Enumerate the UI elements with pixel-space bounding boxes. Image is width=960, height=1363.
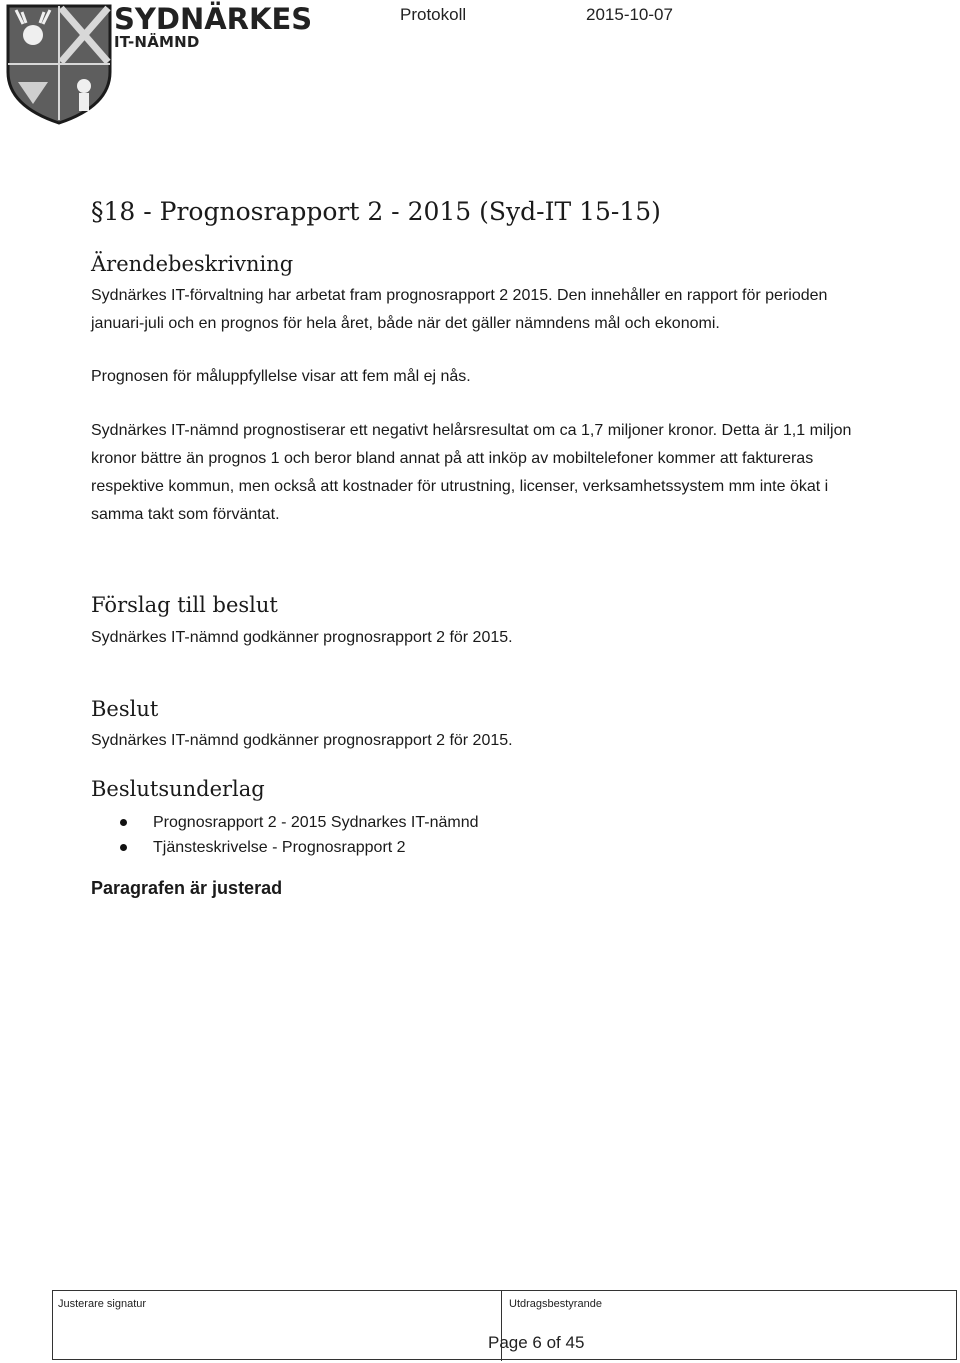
org-subtitle: IT-NÄMND — [114, 33, 200, 51]
section-title: §18 - Prognosrapport 2 - 2015 (Syd-IT 15-15) — [91, 197, 661, 226]
page-number: Page 6 of 45 — [488, 1333, 585, 1352]
coat-of-arms-logo — [4, 2, 114, 126]
paragraph-description: Sydnärkes IT-förvaltning har arbetat fram prognosrapport 2 2015. Den innehåller en rapport för perioden januari-juli och en prognos för hela året, både när det gäller nämndens mål och ekonomi. — [91, 287, 828, 332]
paragraph-forecast: Sydnärkes IT-nämnd prognostiserar ett negativt helårsresultat om ca 1,7 miljoner kronor. Detta är 1,1 miljon kronor bättre än prognos 1 och beror bland annat på att inköp av mobiltelefoner kommer att faktureras respektive kommun, men också att kostnader för utrustning, licenser, verksamhetssystem mm inte ökat i samma takt som förväntat. — [91, 422, 852, 523]
justerad-note: Paragrafen är justerad — [91, 878, 283, 898]
brand — [114, 4, 312, 50]
list-item: Tjänsteskrivelse - Prognosrapport 2 — [120, 835, 479, 860]
org-name: SYDNÄRKES — [114, 2, 313, 36]
heading-beslut: Beslut — [91, 697, 159, 721]
list-item: Prognosrapport 2 - 2015 Sydnarkes IT-nämnd — [120, 810, 479, 835]
heading-forslag: Förslag till beslut — [91, 593, 278, 617]
justerare-signatur-label: Justerare signatur — [58, 1298, 147, 1310]
document-type: Protokoll — [400, 5, 467, 24]
heading-arendebeskrivning: Ärendebeskrivning — [91, 252, 294, 276]
document-date: 2015-10-07 — [586, 5, 673, 24]
utdragsbestyrande-label: Utdragsbestyrande — [509, 1298, 602, 1310]
heading-beslutsunderlag: Beslutsunderlag — [91, 777, 265, 801]
forslag-text: Sydnärkes IT-nämnd godkänner prognosrapport 2 för 2015. — [91, 629, 513, 646]
beslutsunderlag-list — [120, 810, 479, 860]
beslut-text: Sydnärkes IT-nämnd godkänner prognosrapport 2 för 2015. — [91, 732, 513, 749]
paragraph-goals: Prognosen för måluppfyllelse visar att fem mål ej nås. — [91, 368, 471, 385]
